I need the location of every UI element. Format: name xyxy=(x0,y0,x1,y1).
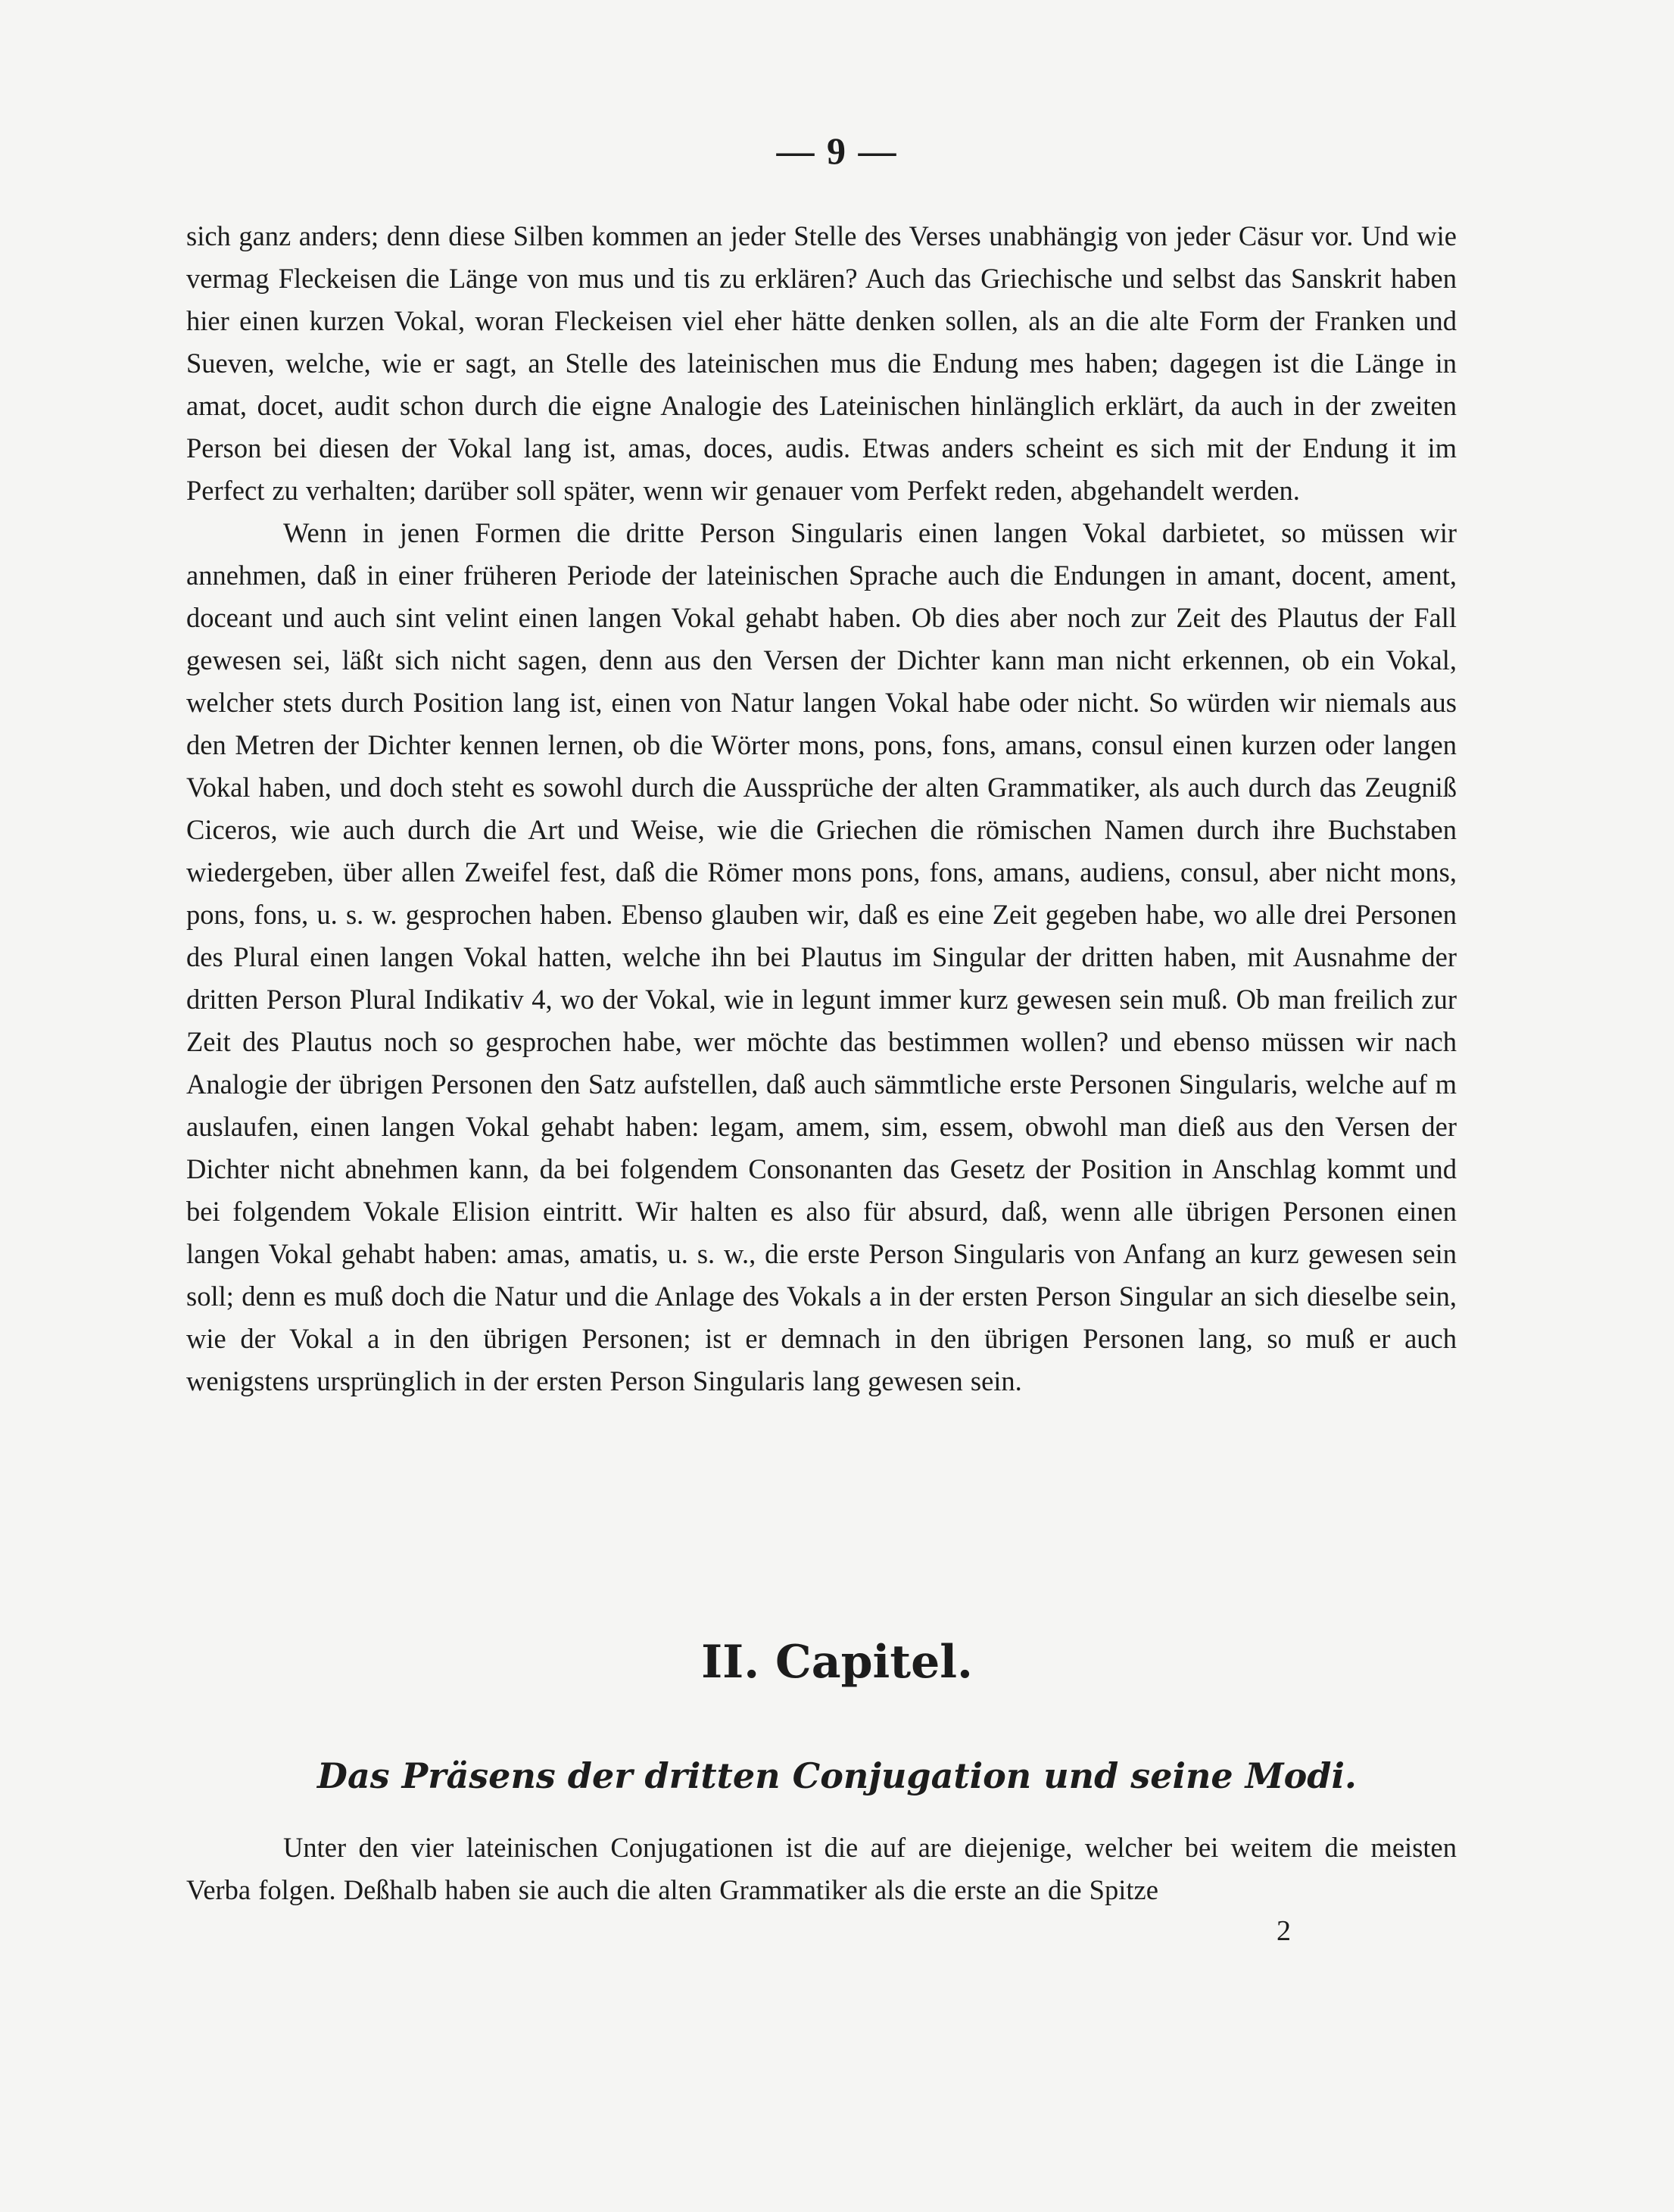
page-number: — 9 — xyxy=(776,129,898,172)
chapter-heading: II. Capitel. xyxy=(701,1636,973,1689)
paragraph: Wenn in jenen Formen die dritte Person Singularis einen langen Vokal darbietet, so müssen wir annehmen, daß in einer früheren Periode der lateinischen Sprache auch die Endungen in amant, docent, ament, doceant und auch sint velint einen langen Vokal gehabt haben. Ob dies aber noch zur Zeit des Plautus der Fall gewesen sei, läßt sich nicht sagen, denn aus den Versen der Dichter kann man nicht erkennen, ob ein Vokal, welcher stets durch Position lang ist, einen von Natur langen Vokal habe oder nicht. So würden wir niemals aus den Metren der Dichter kennen lernen, ob die Wörter mons, pons, fons, amans, consul einen kurzen oder langen Vokal haben, und doch steht es sowohl durch die Aussprüche der alten Grammatiker, als auch durch das Zeugniß Ciceros, wie auch durch die Art und Weise, wie die Griechen die römischen Namen durch ihre Buchstaben wiedergeben, über allen Zweifel fest, daß die Römer mons pons, fons, amans, audiens, consul, aber nicht mons, pons, fons, u. s. w. gesprochen haben. Ebenso glauben wir, daß es eine Zeit gegeben habe, wo alle drei Personen des Plural einen langen Vokal hatten, welche ihn bei Plautus im Singular der dritten haben, mit Ausnahme der dritten Person Plural Indikativ 4, wo der Vokal, wie in legunt immer kurz gewesen sein muß. Ob man freilich zur Zeit des Plautus noch so gesprochen habe, wer möchte das bestimmen wollen? und ebenso müssen wir nach Analogie der übrigen Personen den Satz aufstellen, daß auch sämmtliche erste Personen Singularis, welche auf m auslaufen, einen langen Vokal gehabt haben: legam, amem, sim, essem, obwohl man dieß aus den Versen der Dichter nicht abnehmen kann, da bei folgendem Consonanten das Gesetz der Position in Anschlag kommt und bei folgendem Vokale Elision eintritt. Wir halten es also für absurd, daß, wenn alle übrigen Personen einen langen Vokal gehabt haben: amas, amatis, u. s. w., die erste Person Singularis von Anfang an kurz gewesen sein soll; denn es muß doch die Natur und die Anlage des Vokals a in der ersten Person Singular an sich dieselbe sein, wie der Vokal a in den übrigen Personen; ist er demnach in den übrigen Personen lang, so muß er auch wenigstens ursprünglich in der ersten Person Singularis lang gewesen sein. xyxy=(186,517,1457,1396)
paragraph: sich ganz anders; denn diese Silben kommen an jeder Stelle des Verses unabhängig von jeder Cäsur vor. Und wie vermag Fleckeisen die Länge von mus und tis zu erklären? Auch das Griechische und selbst das Sanskrit haben hier einen kurzen Vokal, woran Fleckeisen viel eher hätte denken sollen, als an die alte Form der Franken und Sueven, welche, wie er sagt, an Stelle des lateinischen mus die Endung mes haben; dagegen ist die Länge in amat, docet, audit schon durch die eigne Analogie des Lateinischen hinlänglich erklärt, da auch in der zweiten Person bei diesen der Vokal lang ist, amas, doces, audis. Etwas anders scheint es sich mit der Endung it im Perfect zu verhalten; darüber soll später, wenn wir genauer vom Perfekt reden, abgehandelt werden. xyxy=(186,220,1457,506)
body-text-bottom xyxy=(186,1827,1457,1911)
printer-signature-mark: 2 xyxy=(1277,1915,1291,1947)
paragraph: Unter den vier lateinischen Conjugationen ist die auf are diejenige, welcher bei weitem die meisten Verba folgen. Deßhalb haben sie auch die alten Grammatiker als die erste an die Spitze xyxy=(186,1832,1457,1905)
section-heading: Das Präsens der dritten Conjugation und seine Modi. xyxy=(317,1755,1357,1796)
body-text-top xyxy=(186,215,1457,1402)
